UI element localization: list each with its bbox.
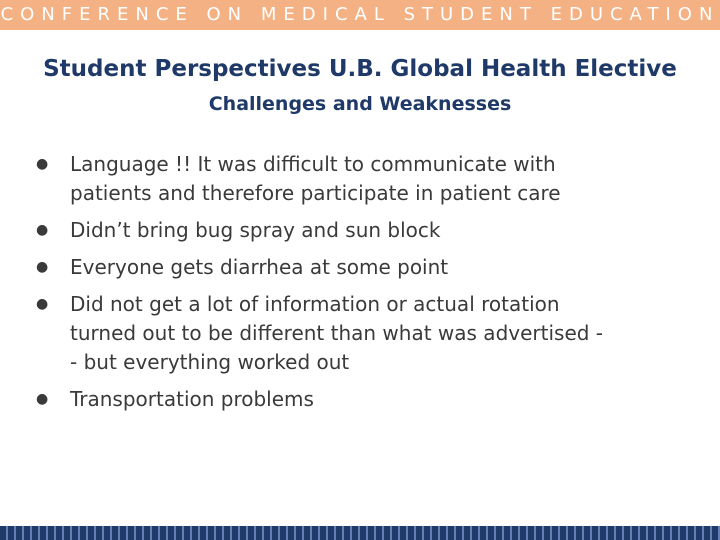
bullet-text: Language !! It was difficult to communicate with patients and therefore participate in patient care: [70, 152, 561, 205]
bullet-dot-icon: ●: [36, 222, 49, 238]
bullet-dot-icon: ●: [36, 156, 49, 172]
bullet-dot-icon: ●: [36, 391, 49, 407]
bullet-item: [30, 290, 700, 377]
bullet-text: Didn’t bring bug spray and sun block: [70, 218, 441, 242]
bullet-text: Transportation problems: [70, 387, 314, 411]
bullet-text: Did not get a lot of information or actual rotation turned out to be different than what was advertised - - but everything worked out: [70, 292, 604, 374]
bullet-dot-icon: ●: [36, 259, 49, 275]
bullet-item: [30, 385, 700, 414]
bullet-list: [30, 150, 700, 422]
slide-subtitle: Challenges and Weaknesses: [208, 93, 512, 115]
conference-title: CONFERENCE ON MEDICAL STUDENT EDUCATION: [0, 4, 720, 25]
bullet-text: Everyone gets diarrhea at some point: [70, 255, 449, 279]
bullet-item: [30, 150, 700, 208]
bullet-dot-icon: ●: [36, 296, 49, 312]
footer-band: [0, 526, 720, 540]
bullet-item: [30, 216, 700, 245]
bullet-item: [30, 253, 700, 282]
slide-title: Student Perspectives U.B. Global Health Elective: [43, 56, 677, 82]
